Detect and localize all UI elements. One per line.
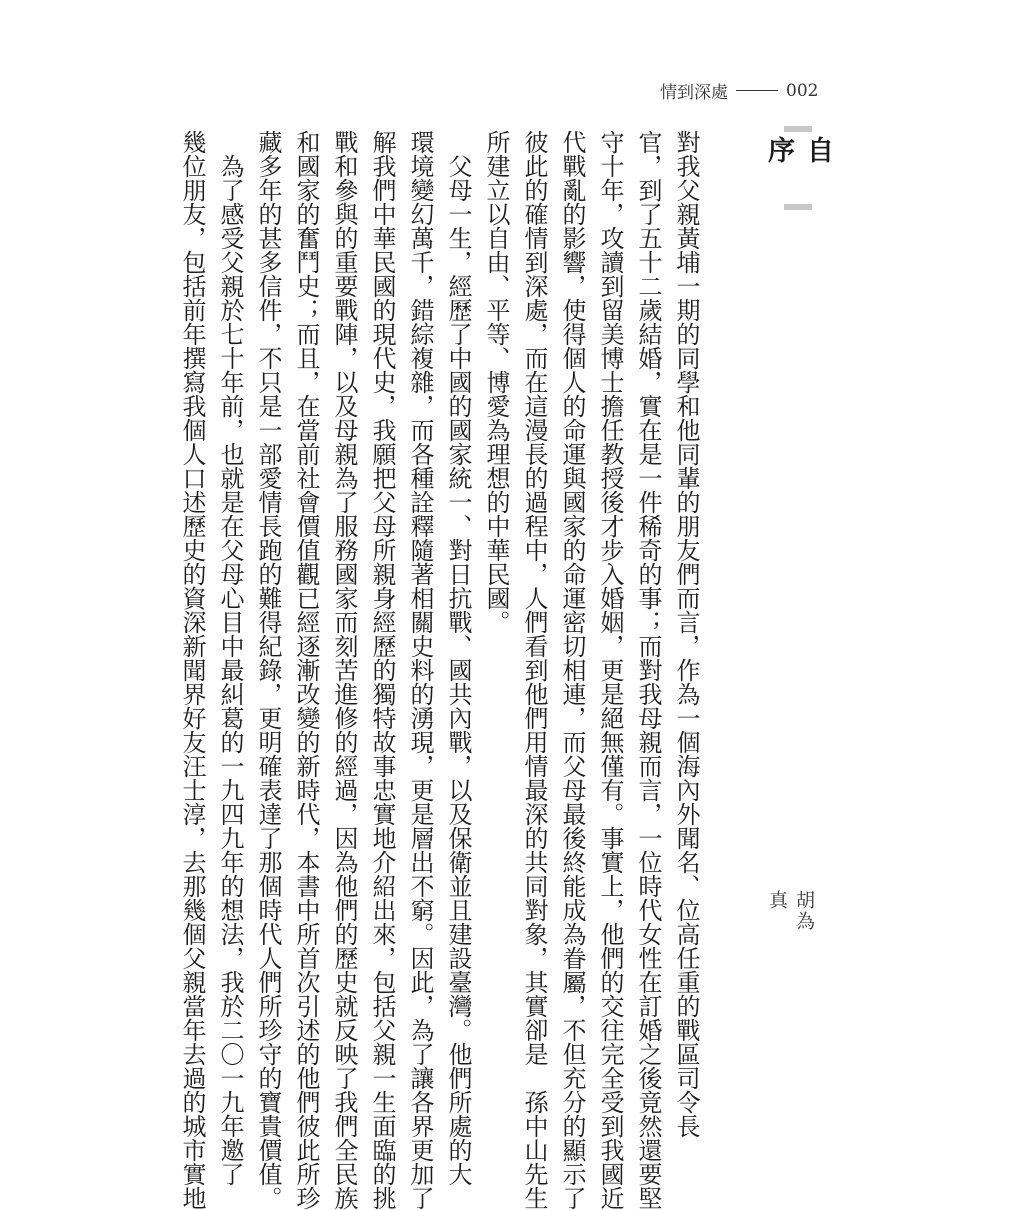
text-column: 守十年，攻讀到留美博士擔任教授後才步入婚姻，更是絕無僅有。事實上，他們的交往完全受到我國近 bbox=[596, 130, 624, 1210]
text-column: 彼此的確情到深處，而在這漫長的過程中，人們看到他們用情最深的共同對象，其實卻是 孫中山先生 bbox=[520, 130, 548, 1210]
text-column: 為了感受父親於七十年前，也就是在父母心目中最糾葛的一九四九年的想法，我於二〇一九年邀了 bbox=[216, 130, 244, 1186]
text-column: 藏多年的甚多信件，不只是一部愛情長跑的難得紀錄，更明確表達了那個時代人們所珍守的寶貴價值。 bbox=[254, 130, 282, 1210]
text-column: 所建立以自由、平等、博愛為理想的中華民國。 bbox=[482, 130, 510, 634]
text-column: 父母一生，經歷了中國的國家統一、對日抗戰、國共內戰，以及保衛並且建設臺灣。他們所處的大 bbox=[444, 130, 472, 1186]
text-column: 戰和參與的重要戰陣，以及母親為了服務國家而刻苦進修的經過，因為他們的歷史就反映了我們全民族 bbox=[330, 130, 358, 1210]
page-number: 002 bbox=[786, 80, 819, 101]
text-column: 解我們中華民國的現代史，我願把父母所親身經歷的獨特故事忠實地介紹出來，包括父親一生面臨的挑 bbox=[368, 130, 396, 1210]
text-column: 官，到了五十二歲結婚，實在是一件稀奇的事；而對我母親而言，一位時代女性在訂婚之後竟然還要堅 bbox=[634, 130, 662, 1210]
header-rule bbox=[736, 90, 778, 91]
text-column: 和國家的奮鬥史；而且，在當前社會價值觀已經逐漸改變的新時代，本書中所首次引述的他們彼此所珍 bbox=[292, 130, 320, 1210]
body-text bbox=[178, 130, 700, 1210]
author-signature: 胡為真 bbox=[766, 890, 815, 932]
title-bar-bottom bbox=[784, 204, 812, 210]
book-title: 情到深處 bbox=[660, 83, 728, 103]
title-bar-top bbox=[784, 126, 812, 132]
text-column: 對我父親黃埔一期的同學和他同輩的朋友們而言，作為一個海內外聞名、位高任重的戰區司令長 bbox=[672, 130, 700, 1138]
section-title: 自序 bbox=[763, 136, 833, 173]
section-title-block bbox=[763, 126, 833, 210]
text-column: 代戰亂的影響，使得個人的命運與國家的命運密切相連，而父母最後終能成為眷屬，不但充分的顯示了 bbox=[558, 130, 586, 1210]
text-column: 環境變幻萬千，錯綜複雜，而各種詮釋隨著相關史料的湧現，更是層出不窮。因此，為了讓各界更加了 bbox=[406, 130, 434, 1210]
running-head bbox=[660, 78, 820, 103]
text-column: 幾位朋友，包括前年撰寫我個人口述歷史的資深新聞界好友汪士淳，去那幾個父親當年去過的城市實地 bbox=[178, 130, 206, 1210]
